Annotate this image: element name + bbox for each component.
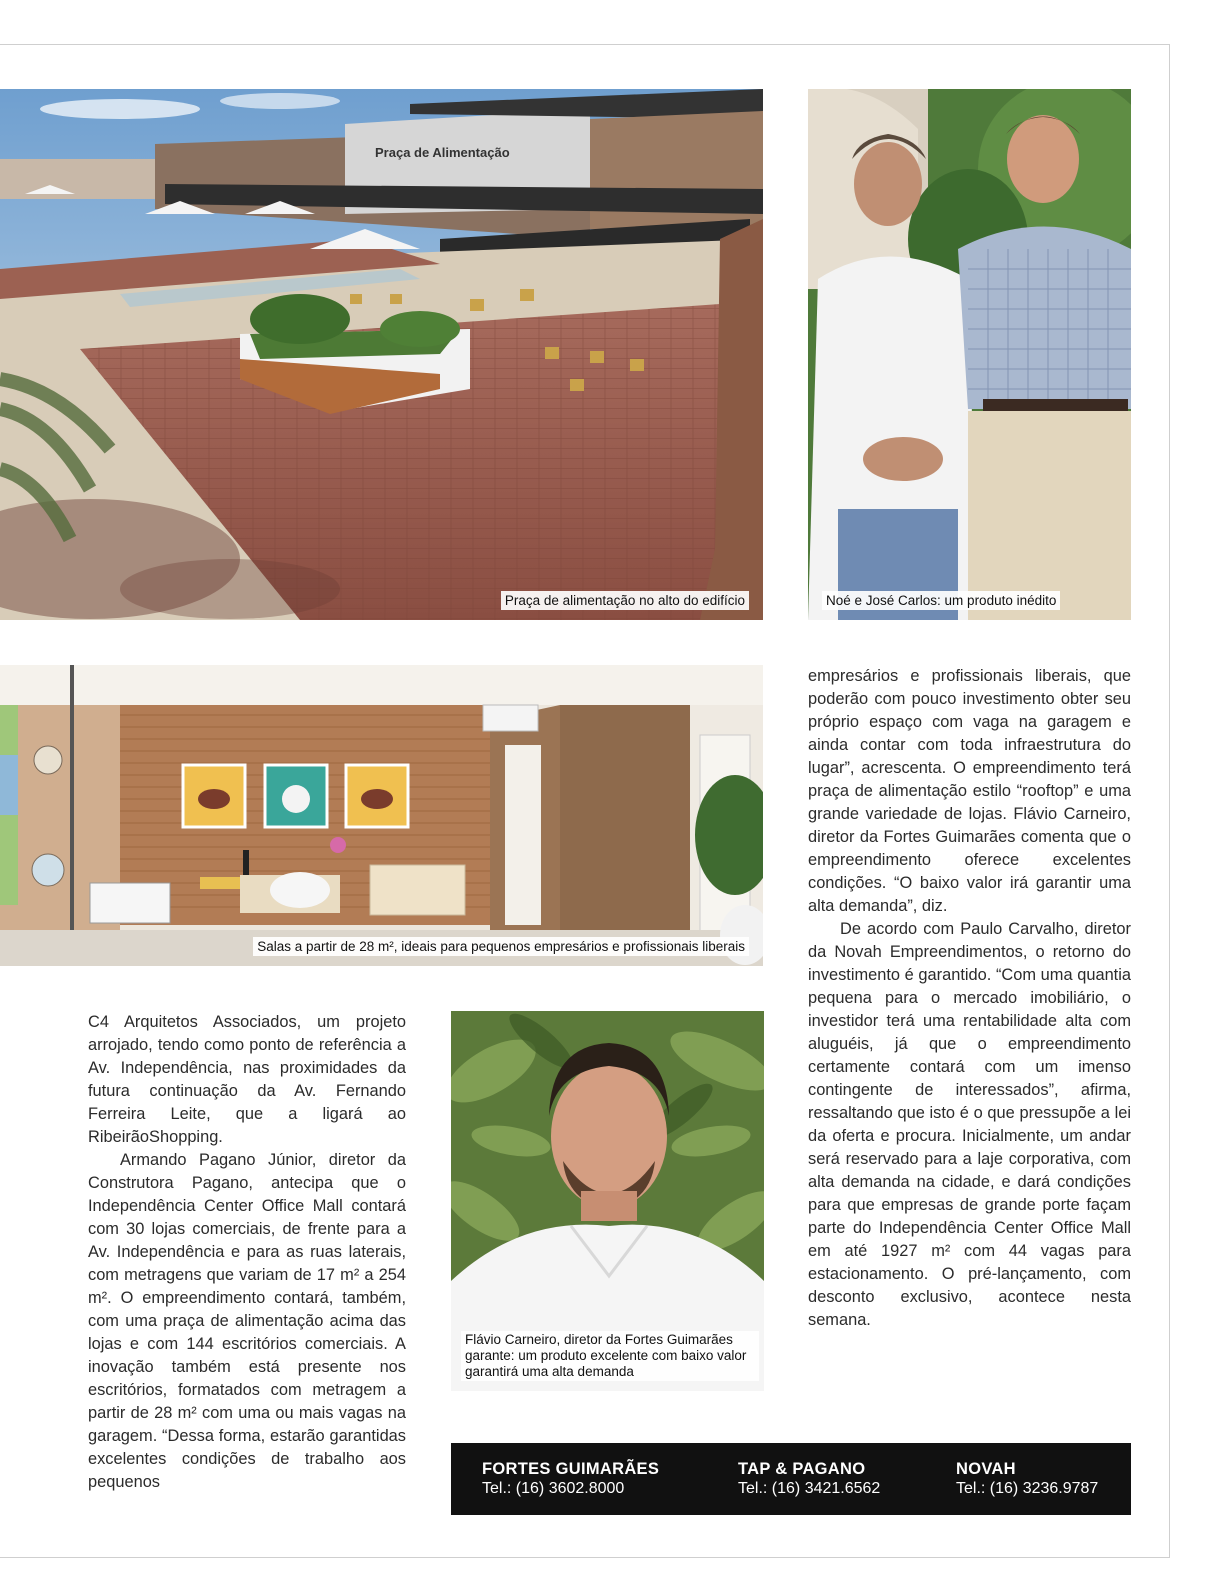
partners-caption: Noé e José Carlos: um produto inédito <box>822 591 1060 610</box>
food-court-caption: Praça de alimentação no alto do edifício <box>501 591 749 610</box>
contact-bar <box>451 1443 1131 1515</box>
article-left-paragraph-2: Armando Pagano Júnior, diretor da Construtora Pagano, antecipa que o Independência Center Office Mall contará com 30 lojas comerciais, de frente para a Av. Independência e para as ruas laterais, com metragens que variam de 17 m² a 254 m². O empreendimento contará, também, com uma praça de alimentação acima das lojas e com 144 escritórios comerciais. A inovação também está presente nos escritórios, formatados com metragem a partir de 28 m² com uma ou mais vagas na garagem. “Dessa forma, estarão garantidas excelentes condições de trabalho aos pequenos <box>88 1151 406 1491</box>
contact-name: TAP & PAGANO <box>738 1460 866 1478</box>
article-left-column <box>88 1011 406 1511</box>
contact-phone: Tel.: (16) 3236.9787 <box>956 1480 1099 1497</box>
office-caption: Salas a partir de 28 m², ideais para pequenos empresários e profissionais liberais <box>253 937 749 956</box>
article-right-paragraph-2: De acordo com Paulo Carvalho, diretor da Novah Empreendimentos, o retorno do investimento é garantido. “Com uma quantia pequena para o mercado imobiliário, o investidor terá uma rentabilidade alta com aluguéis, já que o empreendimento certamente contará com um imenso contingente de interessados”, afirma, ressaltando que isto é o que pressupõe a lei da oferta e procura. Inicialmente, um andar será reservado para a laje corporativa, com alta demanda na cidade, e dará condições para que empresas de grande porte façam parte do Independência Center Office Mall em até 1927 m² com 44 vagas para estacionamento. O pré-lançamento, com desconto exclusivo, acontece nesta semana. <box>808 920 1131 1329</box>
article-right-paragraph-1: empresários e profissionais liberais, que poderão com pouco investimento obter seu próprio espaço com vaga na garagem e ainda contar com toda infraestrutura do lugar”, acrescenta. O empreendimento terá praça de alimentação estilo “rooftop” e uma grande variedade de lojas. Flávio Carneiro, diretor da Fortes Guimarães comenta que o empreendimento oferece excelentes condições. “O baixo valor irá garantir uma alta demanda”, diz. <box>808 667 1131 915</box>
contact-name: NOVAH <box>956 1460 1016 1478</box>
contact-fortes-guimaraes <box>482 1460 659 1498</box>
article-left-paragraph-1: C4 Arquitetos Associados, um projeto arrojado, tendo como ponto de referência a Av. Independência, nas proximidades da futura continuação da Av. Fernando Ferreira Leite, que a ligará ao RibeirãoShopping. <box>88 1013 406 1146</box>
contact-tap-pagano <box>738 1460 880 1498</box>
contact-novah <box>956 1460 1098 1498</box>
office-photo <box>0 665 763 966</box>
flavio-caption: Flávio Carneiro, diretor da Fortes Guimarães garante: um produto excelente com baixo valor garantirá uma alta demanda <box>461 1331 759 1381</box>
contact-phone: Tel.: (16) 3602.8000 <box>482 1480 625 1497</box>
contact-name: FORTES GUIMARÃES <box>482 1460 660 1478</box>
food-court-sign: Praça de Alimentação <box>375 145 510 160</box>
flavio-photo <box>451 1011 764 1391</box>
contact-phone: Tel.: (16) 3421.6562 <box>738 1480 881 1497</box>
partners-photo <box>808 89 1131 620</box>
article-right-column <box>808 665 1131 1405</box>
food-court-photo <box>0 89 763 620</box>
